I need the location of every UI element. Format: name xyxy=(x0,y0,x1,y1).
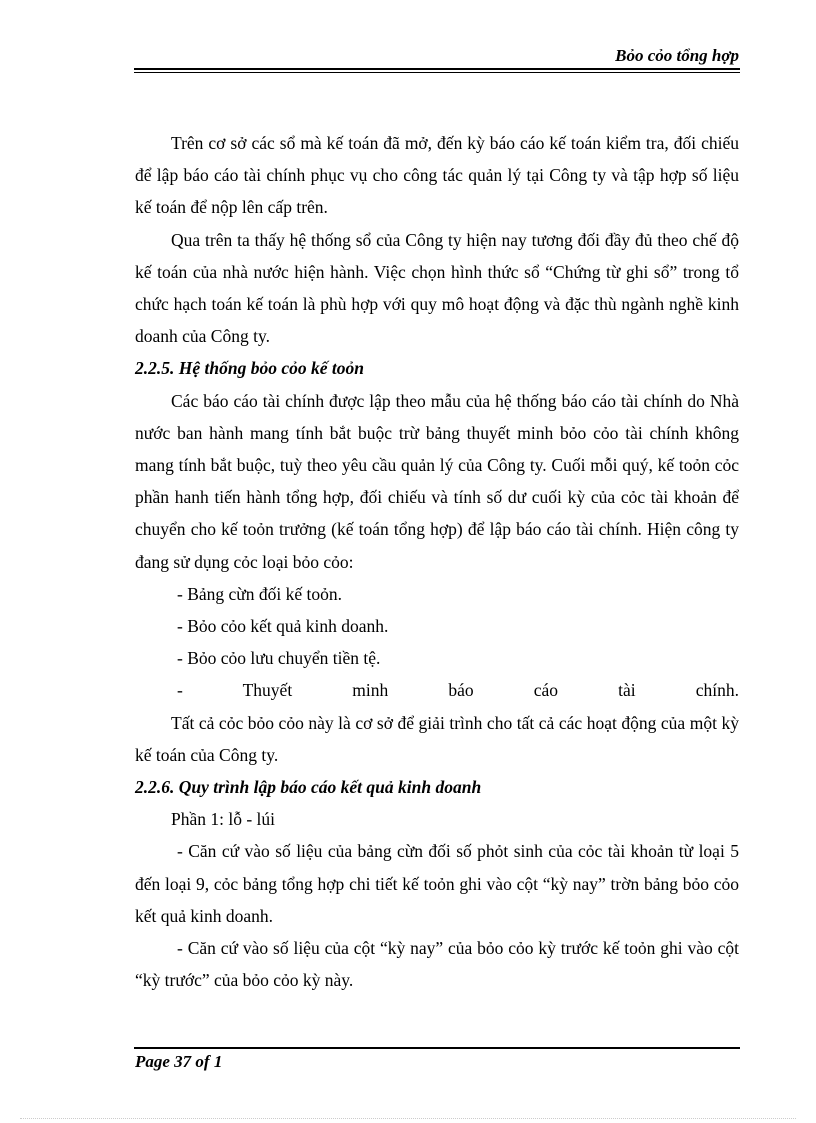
header-rule-bottom xyxy=(134,72,740,73)
list-item: - Thuyết minh báo cáo tài chính. xyxy=(177,680,739,701)
page-number: Page 37 of 1 xyxy=(135,1052,223,1071)
header-title: Bỏo cỏo tổng hợp xyxy=(615,46,739,65)
page-edge-divider xyxy=(20,1118,796,1119)
paragraph: - Căn cứ vào số liệu của cột “kỳ nay” của bỏo cỏo kỳ trước kế toỏn ghi vào cột “kỳ trước” của bỏo cỏo kỳ này. xyxy=(135,938,739,991)
document-body xyxy=(135,127,739,996)
list-item: - Bỏo cỏo lưu chuyển tiền tệ. xyxy=(177,648,381,669)
paragraph: Phần 1: lỗ - lúi xyxy=(171,809,276,830)
paragraph: Các báo cáo tài chính được lập theo mẫu của hệ thống báo cáo tài chính do Nhà nước ban hành mang tính bắt buộc trừ bảng thuyết minh bỏo cỏo tài chính không mang tính bắt buộc, tuỳ theo yêu cầu quản lý của Công ty. Cuối mỗi quý, kế toỏn cỏc phần hanh tiến hành tổng hợp, đối chiếu và tính số dư cuối kỳ của cỏc tài khoản để chuyển cho kế toỏn trưởng (kế toán tổng hợp) để lập báo cáo tài chính. Hiện công ty đang sử dụng cỏc loại bỏo cỏo: xyxy=(135,390,739,572)
header-rule-top xyxy=(134,68,740,70)
list-item: - Bỏo cỏo kết quả kinh doanh. xyxy=(177,616,389,637)
paragraph: Tất cả cỏc bỏo cỏo này là cơ sở để giải trình cho tất cả các hoạt động của một kỳ kế toán của Công ty. xyxy=(135,712,739,765)
footer-rule xyxy=(134,1047,740,1049)
paragraph: Trên cơ sở các sổ mà kế toán đã mở, đến kỳ báo cáo kế toán kiểm tra, đối chiếu để lập báo cáo tài chính phục vụ cho công tác quản lý tại Công ty và tập hợp số liệu kế toán để nộp lên cấp trên. xyxy=(135,133,739,218)
section-heading: 2.2.5. Hệ thống bỏo cỏo kế toỏn xyxy=(135,358,364,379)
section-heading: 2.2.6. Quy trình lập báo cáo kết quả kinh doanh xyxy=(135,777,482,798)
paragraph: Qua trên ta thấy hệ thống sổ của Công ty hiện nay tương đối đầy đủ theo chế độ kế toán của nhà nước hiện hành. Việc chọn hình thức sổ “Chứng từ ghi sổ” trong tổ chức hạch toán kế toán là phù hợp với quy mô hoạt động và đặc thù ngành nghề kinh doanh của Công ty. xyxy=(135,229,739,347)
list-item: - Bảng cừn đối kế toỏn. xyxy=(177,583,343,604)
paragraph: - Căn cứ vào số liệu của bảng cừn đối số phỏt sinh của cỏc tài khoản từ loại 5 đến loại 9, cỏc bảng tổng hợp chi tiết kế toỏn ghi vào cột “kỳ nay” trờn bảng bỏo cỏo kết quả kinh doanh. xyxy=(135,841,739,926)
